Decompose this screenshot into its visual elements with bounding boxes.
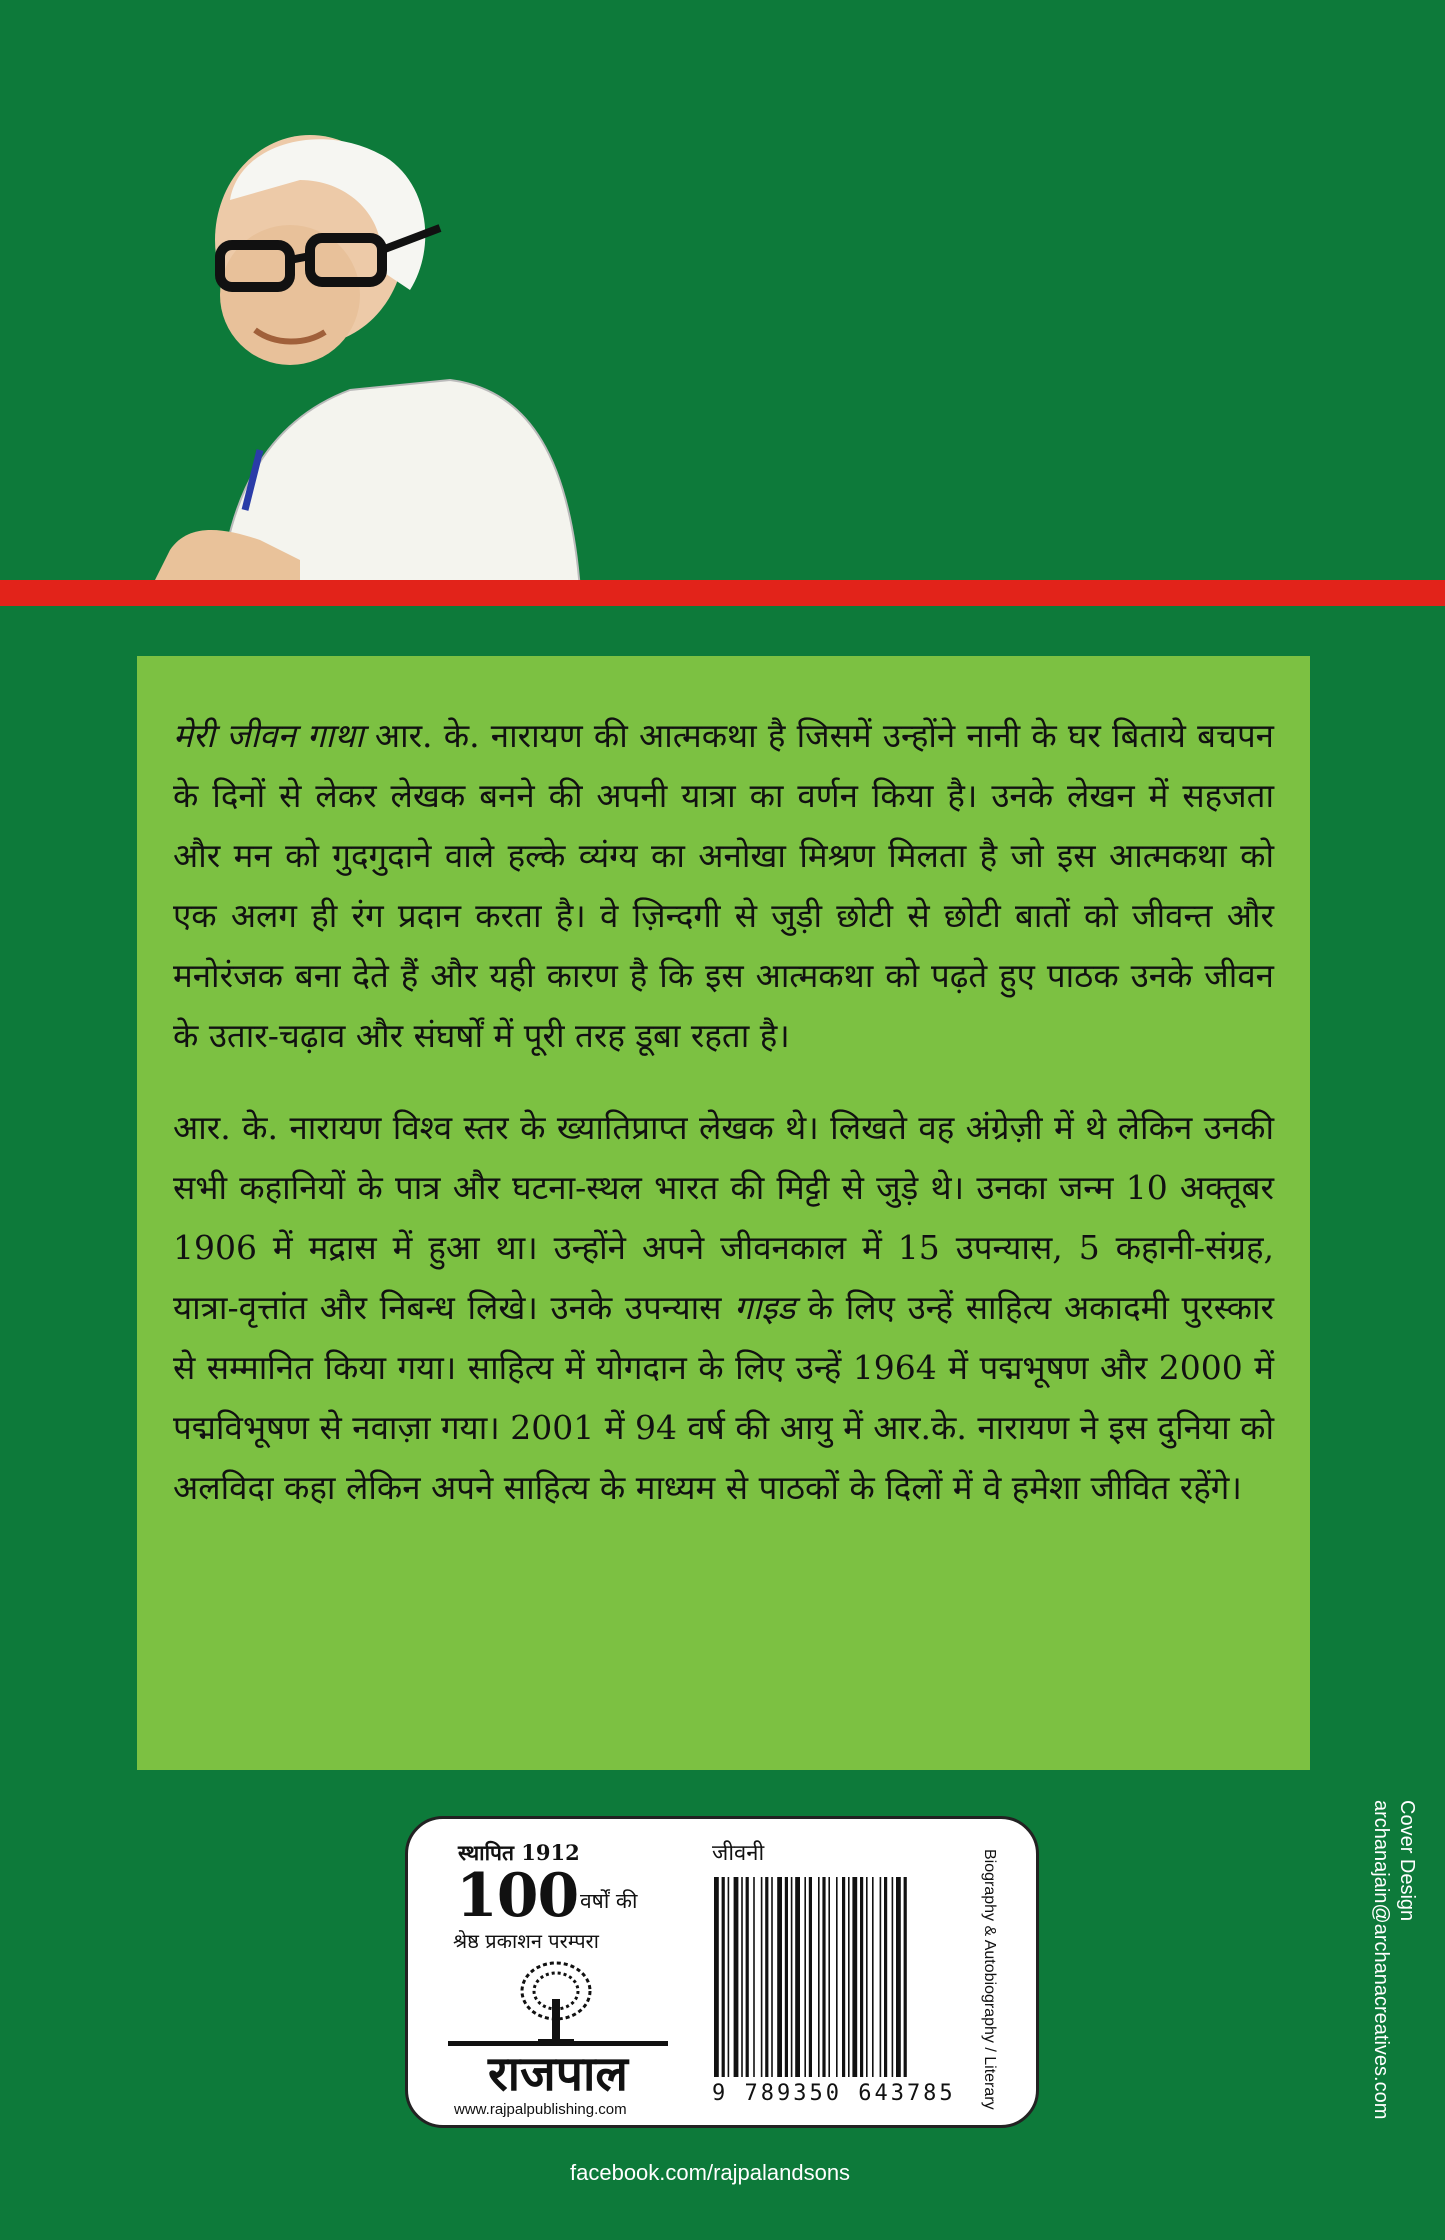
tree-icon [516, 1959, 596, 2049]
barcode-bar [804, 1877, 806, 2077]
credit-line-2: archanajain@archanacreatives.com [1370, 1800, 1392, 2120]
barcode-bar [753, 1877, 755, 2077]
barcode-bar [765, 1877, 768, 2077]
barcode-bar [892, 1877, 894, 2077]
barcode-bar [771, 1877, 773, 2077]
established-label: स्थापित 1912 [458, 1840, 580, 1865]
paragraph-2-text-a: आर. के. नारायण विश्व स्तर के ख्यातिप्राप्त लेखक थे। लिखते वह अंग्रेज़ी में थे लेकिन उनकी सभी कहानियों के पात्र और घटना-स्थल भारत की मिट्टी से जुड़े थे। उनका जन्म 10 अक्तूबर 1906 में मद्रास में हुआ था। उन्होंने अपने जीवनकाल में 15 उपन्यास, 5 कहानी-संग्रह, यात्रा-वृत्तांत और निबन्ध लिखे। उनके उपन्यास [173, 1108, 1274, 1327]
facebook-link: facebook.com/rajpalandsons [570, 2160, 851, 2185]
hundred-label: 100 [456, 1861, 579, 1931]
years-label: वर्षों की [580, 1889, 638, 1913]
credit-line-1: Cover Design [1396, 1800, 1418, 1922]
barcode-bar [842, 1877, 845, 2077]
barcode-bar [822, 1877, 825, 2077]
barcode-bar [746, 1877, 749, 2077]
paragraph-1-text: आर. के. नारायण की आत्मकथा है जिसमें उन्होंने नानी के घर बिताये बचपन के दिनों से लेकर लेखक बनने की अपनी यात्रा का वर्णन किया है। उनके लेखन में सहजता और मन को गुदगुदाने वाले हल्के व्यंग्य का अनोखा मिश्रण मिलता है जो इस आत्मकथा को एक अलग ही रंग प्रदान करता है। वे ज़िन्दगी से जुड़ी छोटी से छोटी बातों को जीवन्त और मनोरंजक बना देते हैं और यही कारण है कि इस आत्मकथा को पढ़ते हुए पाठक उनके जीवन के उतार-चढ़ाव और संघर्षों में पूरी तरह डूबा रहता है। [173, 716, 1275, 1055]
red-divider-bar [0, 580, 1445, 606]
barcode-bar [741, 1877, 743, 2077]
barcode-bar [852, 1877, 857, 2077]
barcode-bar [761, 1877, 763, 2077]
barcode-bar [818, 1877, 820, 2077]
barcode-bar [791, 1877, 793, 2077]
description-paragraph-1 [173, 706, 1274, 1066]
tradition-label: श्रेष्ठ प्रकाशन परम्परा [453, 1929, 599, 1953]
category-label: Biography & Autobiography / Literary [981, 1849, 998, 2110]
book-title: मेरी जीवन गाथा [173, 716, 364, 755]
paragraph-2-text-b: के लिए उन्हें साहित्य अकादमी पुरस्कार से सम्मानित किया गया। साहित्य में योगदान के लिए उन्हें 1964 में पद्मभूषण और 2000 में पद्मविभूषण से नवाज़ा गया। 2001 में 94 वर्ष की आयु में आर.के. नारायण ने इस दुनिया को अलविदा कहा लेकिन अपने साहित्य के माध्यम से पाठकों के दिलों में वे हमेशा जीवित रहेंगे। [173, 1288, 1274, 1507]
description-box [137, 656, 1310, 1770]
isbn-number: 9 789350 643785 [712, 2081, 956, 2106]
barcode-section [708, 1819, 1028, 2131]
publisher-barcode-badge [405, 1816, 1039, 2128]
barcode-bar [728, 1877, 730, 2077]
publisher-logo [408, 1819, 708, 2131]
genre-label: जीवनी [712, 1841, 765, 1866]
barcode-bar [896, 1877, 901, 2077]
barcode-bar [777, 1877, 782, 2077]
barcode-bar [734, 1877, 739, 2077]
barcode-bar [785, 1877, 788, 2077]
barcode-bar [904, 1877, 907, 2077]
barcode-bar [848, 1877, 850, 2077]
publisher-website: www.rajpalpublishing.com [454, 2101, 627, 2118]
novel-title: गाइड [734, 1288, 796, 1327]
barcode-bar [714, 1877, 719, 2077]
barcode-bar [828, 1877, 830, 2077]
barcode-bar [722, 1877, 725, 2077]
barcode-bar [795, 1877, 800, 2077]
barcode-bar [872, 1877, 874, 2077]
barcode-bar [866, 1877, 868, 2077]
author-illustration [150, 120, 610, 590]
category-label-wrap [978, 1849, 1000, 2119]
isbn-barcode [712, 1877, 972, 2077]
barcode-bar [860, 1877, 863, 2077]
barcode-bar [880, 1877, 882, 2077]
description-paragraph-2 [173, 1098, 1274, 1518]
publisher-name: राजपाल [448, 2041, 668, 2102]
barcode-bar [884, 1877, 887, 2077]
barcode-bar [809, 1877, 812, 2077]
barcode-bar [836, 1877, 838, 2077]
